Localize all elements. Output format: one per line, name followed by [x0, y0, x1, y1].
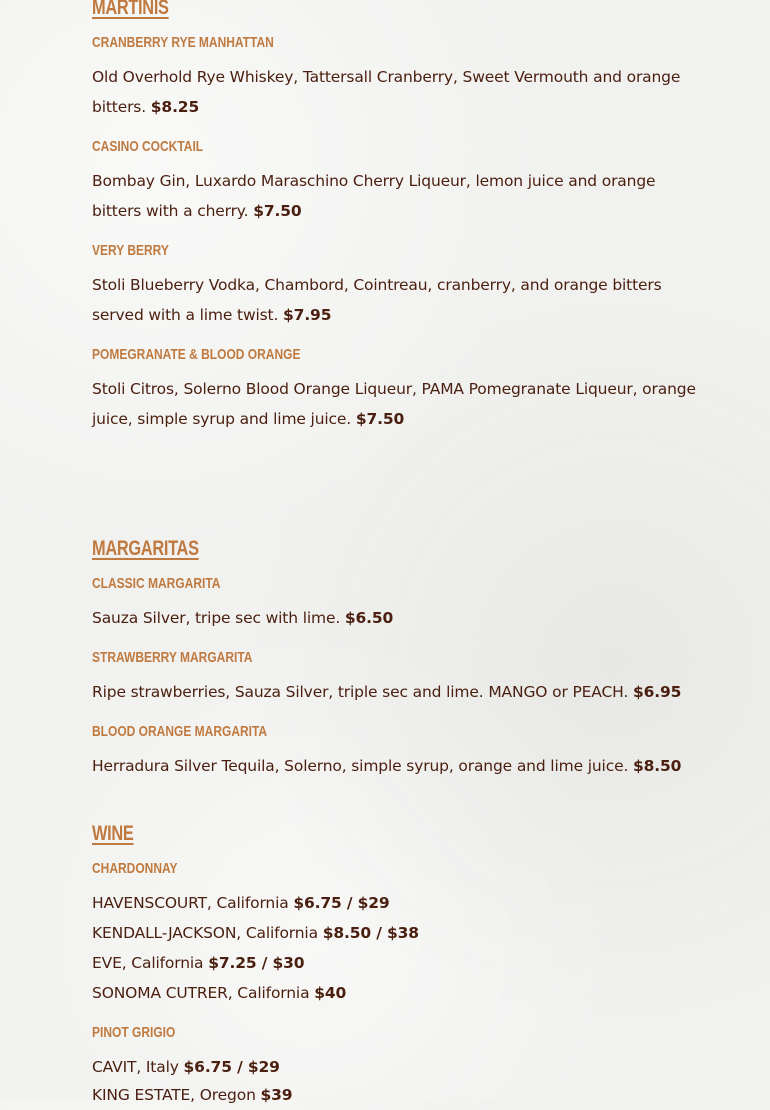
item-description: [92, 166, 697, 226]
price: $7.50: [253, 202, 302, 220]
item-name-chardonnay: CHARDONNAY: [92, 860, 178, 877]
price: $6.75 / $29: [293, 894, 390, 912]
description-text: Stoli Blueberry Vodka, Chambord, Cointreau, cranberry, and orange bitters served with a lime twist.: [92, 276, 662, 324]
price: $8.50 / $38: [322, 924, 419, 942]
price: $7.95: [283, 306, 332, 324]
price: $39: [260, 1086, 293, 1104]
wine-line: [92, 948, 304, 978]
item-name-classic-margarita: CLASSIC MARGARITA: [92, 575, 221, 592]
item-name-pomegranate-blood-orange: POMEGRANATE & BLOOD ORANGE: [92, 346, 301, 363]
item-description: [92, 270, 697, 330]
item-name-blood-orange-margarita: BLOOD ORANGE MARGARITA: [92, 723, 268, 740]
section-title-wine: WINE: [92, 822, 134, 845]
item-name-casino-cocktail: CASINO COCKTAIL: [92, 138, 204, 155]
price: $40: [314, 984, 347, 1002]
price: $8.25: [150, 98, 200, 116]
wine-name: HAVENSCOURT, California: [92, 894, 289, 912]
description-text: Stoli Citros, Solerno Blood Orange Liqueur, PAMA Pomegranate Liqueur, orange juice, simple syrup and lime juice.: [92, 380, 696, 428]
description-text: Bombay Gin, Luxardo Maraschino Cherry Liqueur, lemon juice and orange bitters with a cherry.: [92, 172, 656, 220]
section-title-margaritas: MARGARITAS: [92, 537, 199, 560]
description-text: Sauza Silver, tripe sec with lime.: [92, 609, 341, 627]
wine-line: [92, 1080, 292, 1110]
price: $6.95: [632, 683, 682, 701]
wine-line: [92, 888, 390, 918]
description-text: Old Overhold Rye Whiskey, Tattersall Cranberry, Sweet Vermouth and orange bitters.: [92, 68, 681, 116]
item-description: [92, 374, 697, 434]
wine-line: [92, 918, 419, 948]
wine-line: [92, 1052, 280, 1082]
wine-line: [92, 978, 346, 1008]
wine-name: EVE, California: [92, 954, 204, 972]
wine-name: KENDALL-JACKSON, California: [92, 924, 318, 942]
price: $7.50: [355, 410, 405, 428]
description-text: Ripe strawberries, Sauza Silver, triple sec and lime. MANGO or PEACH.: [92, 683, 629, 701]
item-name-strawberry-margarita: STRAWBERRY MARGARITA: [92, 649, 253, 666]
wine-name: KING ESTATE, Oregon: [92, 1086, 256, 1104]
price: $8.50: [633, 757, 682, 775]
description-text: Herradura Silver Tequila, Solerno, simple syrup, orange and lime juice.: [92, 757, 629, 775]
item-name-very-berry: VERY BERRY: [92, 242, 169, 259]
price: $7.25 / $30: [208, 954, 305, 972]
price: $6.75 / $29: [183, 1058, 280, 1076]
wine-name: SONOMA CUTRER, California: [92, 984, 310, 1002]
item-description: [92, 677, 681, 707]
wine-name: CAVIT, Italy: [92, 1058, 179, 1076]
section-title-martinis: MARTINIS: [92, 0, 169, 19]
item-name-pinot-grigio: PINOT GRIGIO: [92, 1024, 176, 1041]
item-name-cranberry-rye-manhattan: CRANBERRY RYE MANHATTAN: [92, 34, 274, 51]
item-description: [92, 62, 697, 122]
item-description: [92, 603, 393, 633]
item-description: [92, 751, 681, 781]
price: $6.50: [344, 609, 394, 627]
